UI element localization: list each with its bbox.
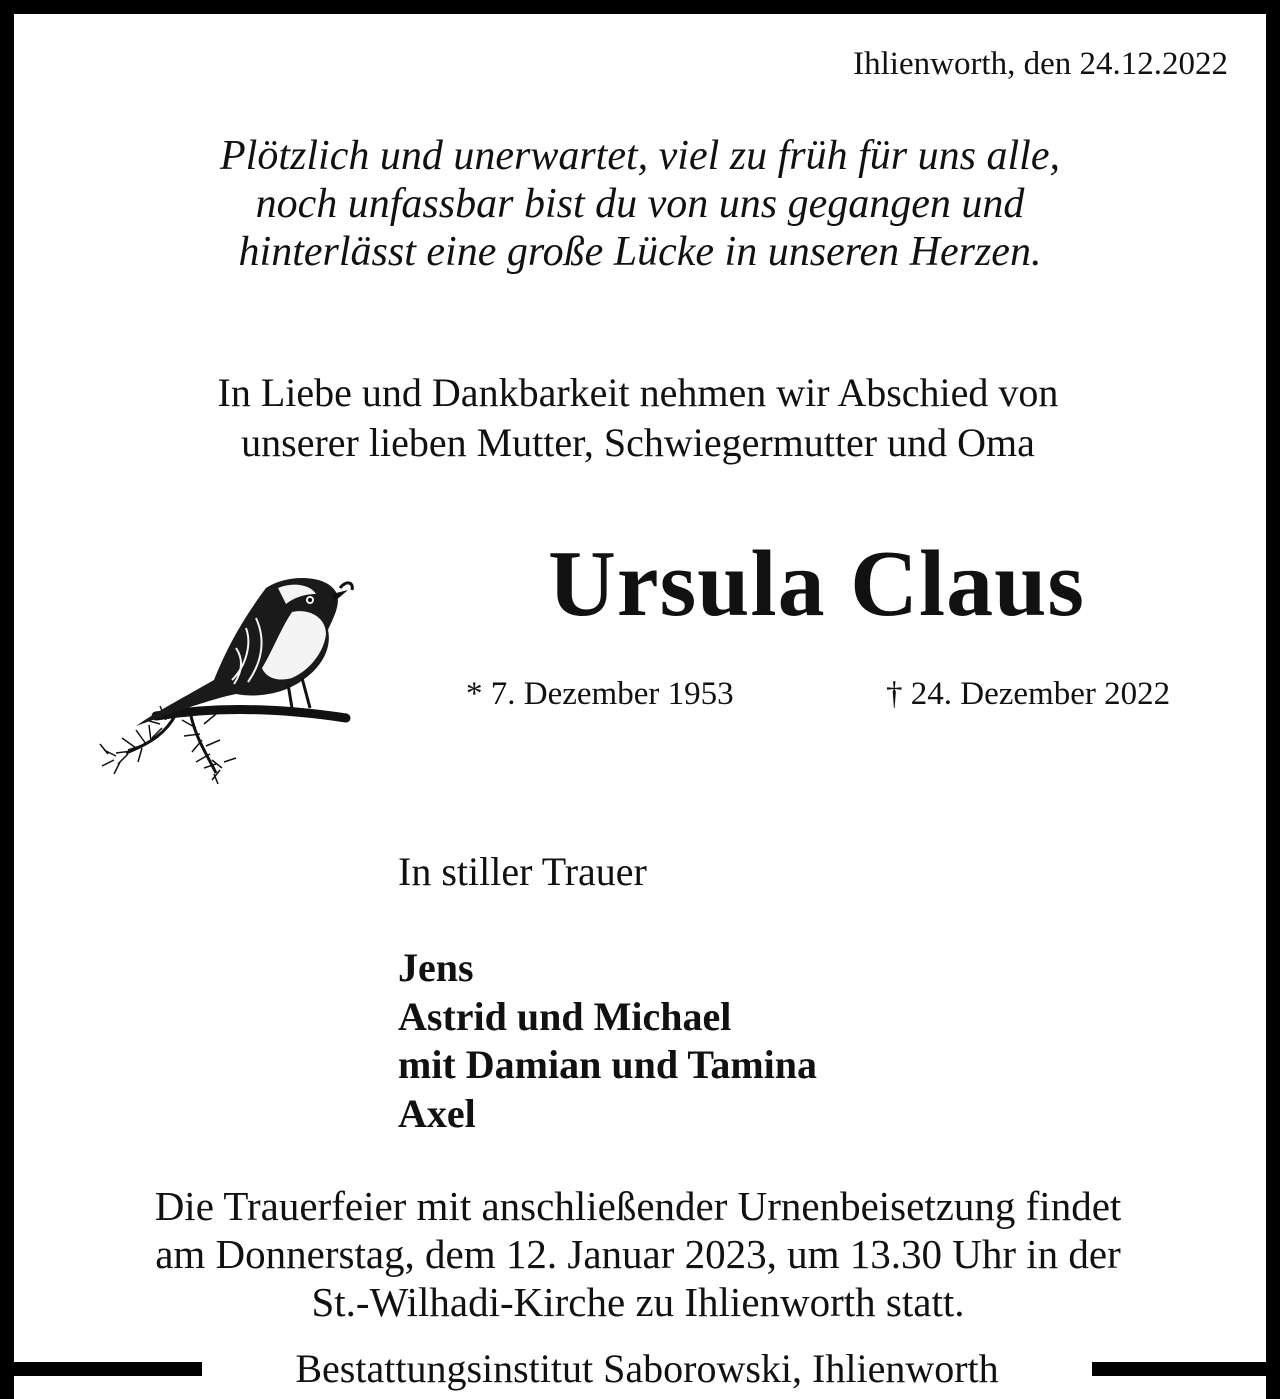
mourner-list bbox=[398, 944, 817, 1138]
ceremony-line: Die Trauerfeier mit anschließender Urnenbeisetzung findet bbox=[154, 1183, 1122, 1229]
place-date: Ihlienworth, den 24.12.2022 bbox=[853, 46, 1228, 82]
bird-on-branch-icon bbox=[96, 548, 358, 786]
death-date: † 24. Dezember 2022 bbox=[886, 676, 1171, 712]
poem-line: hinterlässt eine große Lücke in unseren Herzen. bbox=[238, 229, 1042, 275]
poem-line: noch unfassbar bist du von uns gegangen und bbox=[255, 181, 1025, 227]
farewell-line: unserer lieben Mutter, Schwiegermutter und Oma bbox=[241, 420, 1035, 465]
mourner-name: Astrid und Michael bbox=[398, 993, 732, 1039]
ceremony-info bbox=[0, 1182, 1276, 1326]
ceremony-line: am Donnerstag, dem 12. Januar 2023, um 13.30 Uhr in der bbox=[155, 1231, 1121, 1277]
bird bbox=[136, 578, 352, 726]
farewell-line: In Liebe und Dankbarkeit nehmen wir Abschied von bbox=[217, 370, 1059, 415]
deceased-name: Ursula Claus bbox=[548, 532, 1085, 636]
ceremony-line: St.-Wilhadi-Kirche zu Ihlienworth statt. bbox=[311, 1279, 965, 1325]
farewell-text bbox=[0, 368, 1276, 468]
mourning-intro: In stiller Trauer bbox=[398, 849, 647, 894]
bottom-rule-right bbox=[1092, 1362, 1280, 1376]
undertaker-footer: Bestattungsinstitut Saborowski, Ihlienworth bbox=[295, 1346, 999, 1391]
mourner-name: Jens bbox=[398, 945, 474, 990]
poem-line: Plötzlich und unerwartet, viel zu früh für uns alle, bbox=[220, 133, 1060, 179]
mourner-name: mit Damian und Tamina bbox=[398, 1042, 818, 1087]
bottom-rule-left bbox=[0, 1362, 202, 1376]
birth-date: * 7. Dezember 1953 bbox=[466, 676, 734, 712]
mourner-name: Axel bbox=[398, 1090, 476, 1136]
poem bbox=[0, 132, 1280, 276]
pine-branch bbox=[100, 704, 346, 784]
